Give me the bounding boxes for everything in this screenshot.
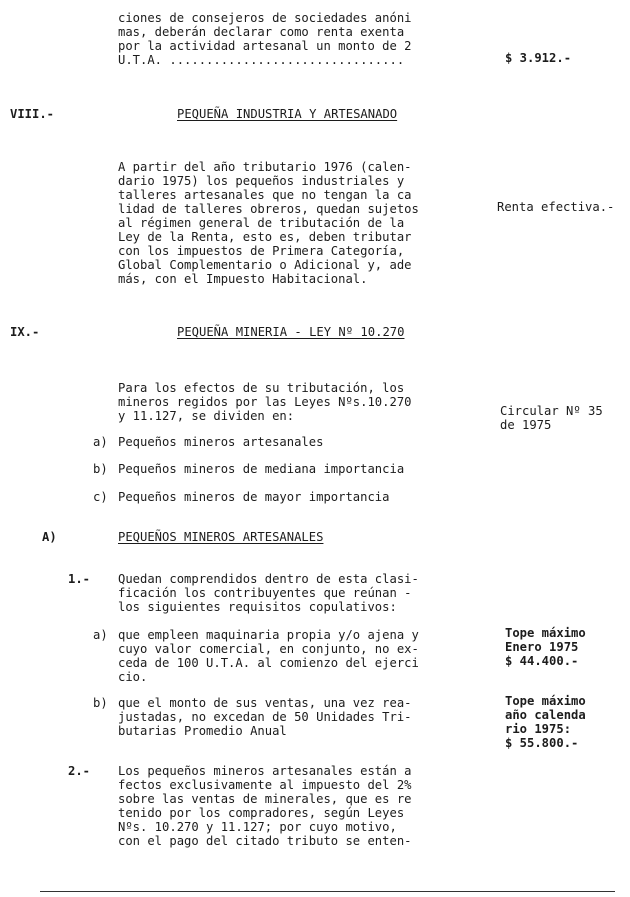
paragraph-line: fectos exclusivamente al impuesto del 2% [118, 778, 412, 792]
margin-note: Tope máximo [505, 694, 586, 708]
margin-note: Circular Nº 35 [500, 404, 603, 418]
margin-note: año calenda [505, 708, 586, 722]
list-item: Pequeños mineros de mediana importancia [118, 462, 405, 476]
paragraph-line: Para los efectos de su tributación, los [118, 381, 405, 395]
section-heading: PEQUEÑA MINERIA - LEY Nº 10.270 [177, 325, 405, 339]
margin-note: $ 44.400.- [505, 654, 579, 668]
top-paragraph-line: ciones de consejeros de sociedades anóni [118, 11, 412, 25]
paragraph-line: más, con el Impuesto Habitacional. [118, 272, 368, 286]
subsection-heading: PEQUEÑOS MINEROS ARTESANALES [118, 530, 324, 544]
item-marker: 1.- [68, 572, 91, 586]
paragraph-line: justadas, no excedan de 50 Unidades Tri- [118, 710, 412, 724]
top-paragraph-line: U.T.A. ................................ [118, 53, 405, 67]
list-marker: b) [93, 462, 108, 476]
paragraph-line: sobre las ventas de minerales, que es re [118, 792, 412, 806]
paragraph-line: talleres artesanales que no tengan la ca [118, 188, 412, 202]
paragraph-line: con el pago del citado tributo se enten- [118, 834, 412, 848]
exempt-amount: $ 3.912.- [505, 51, 572, 65]
list-marker: c) [93, 490, 108, 504]
page-bottom-rule [40, 891, 615, 892]
list-item: Pequeños mineros de mayor importancia [118, 490, 390, 504]
paragraph-line: mineros regidos por las Leyes Nºs.10.270 [118, 395, 412, 409]
paragraph-line: cio. [118, 670, 148, 684]
top-paragraph-line: por la actividad artesanal un monto de 2 [118, 39, 412, 53]
paragraph-line: Nºs. 10.270 y 11.127; por cuyo motivo, [118, 820, 397, 834]
margin-note: Enero 1975 [505, 640, 579, 654]
paragraph-line: ficación los contribuyentes que reúnan - [118, 586, 412, 600]
margin-note: Renta efectiva.- [497, 200, 615, 214]
paragraph-line: butarias Promedio Anual [118, 724, 287, 738]
paragraph-line: Los pequeños mineros artesanales están a [118, 764, 412, 778]
paragraph-line: que el monto de sus ventas, una vez rea- [118, 696, 412, 710]
margin-note: de 1975 [500, 418, 552, 432]
requirement-marker: a) [93, 628, 108, 642]
section-numeral: IX.- [10, 325, 40, 339]
margin-note: $ 55.800.- [505, 736, 579, 750]
paragraph-line: con los impuestos de Primera Categoría, [118, 244, 405, 258]
section-numeral: VIII.- [10, 107, 55, 121]
paragraph-line: dario 1975) los pequeños industriales y [118, 174, 405, 188]
paragraph-line: que empleen maquinaria propia y/o ajena y [118, 628, 419, 642]
top-paragraph-line: mas, deberán declarar como renta exenta [118, 25, 405, 39]
item-marker: 2.- [68, 764, 91, 778]
paragraph-line: tenido por los compradores, según Leyes [118, 806, 405, 820]
paragraph-line: y 11.127, se dividen en: [118, 409, 295, 423]
paragraph-line: al régimen general de tributación de la [118, 216, 405, 230]
paragraph-line: lidad de talleres obreros, quedan sujetos [118, 202, 419, 216]
margin-note: Tope máximo [505, 626, 586, 640]
section-heading: PEQUEÑA INDUSTRIA Y ARTESANADO [177, 107, 398, 121]
paragraph-line: ceda de 100 U.T.A. al comienzo del ejerci [118, 656, 419, 670]
paragraph-line: cuyo valor comercial, en conjunto, no ex- [118, 642, 419, 656]
list-item: Pequeños mineros artesanales [118, 435, 324, 449]
margin-note: rio 1975: [505, 722, 572, 736]
paragraph-line: Quedan comprendidos dentro de esta clasi- [118, 572, 419, 586]
list-marker: a) [93, 435, 108, 449]
paragraph-line: los siguientes requisitos copulativos: [118, 600, 397, 614]
subsection-marker: A) [42, 530, 57, 544]
requirement-marker: b) [93, 696, 108, 710]
paragraph-line: Ley de la Renta, esto es, deben tributar [118, 230, 412, 244]
paragraph-line: Global Complementario o Adicional y, ade [118, 258, 412, 272]
paragraph-line: A partir del año tributario 1976 (calen- [118, 160, 412, 174]
